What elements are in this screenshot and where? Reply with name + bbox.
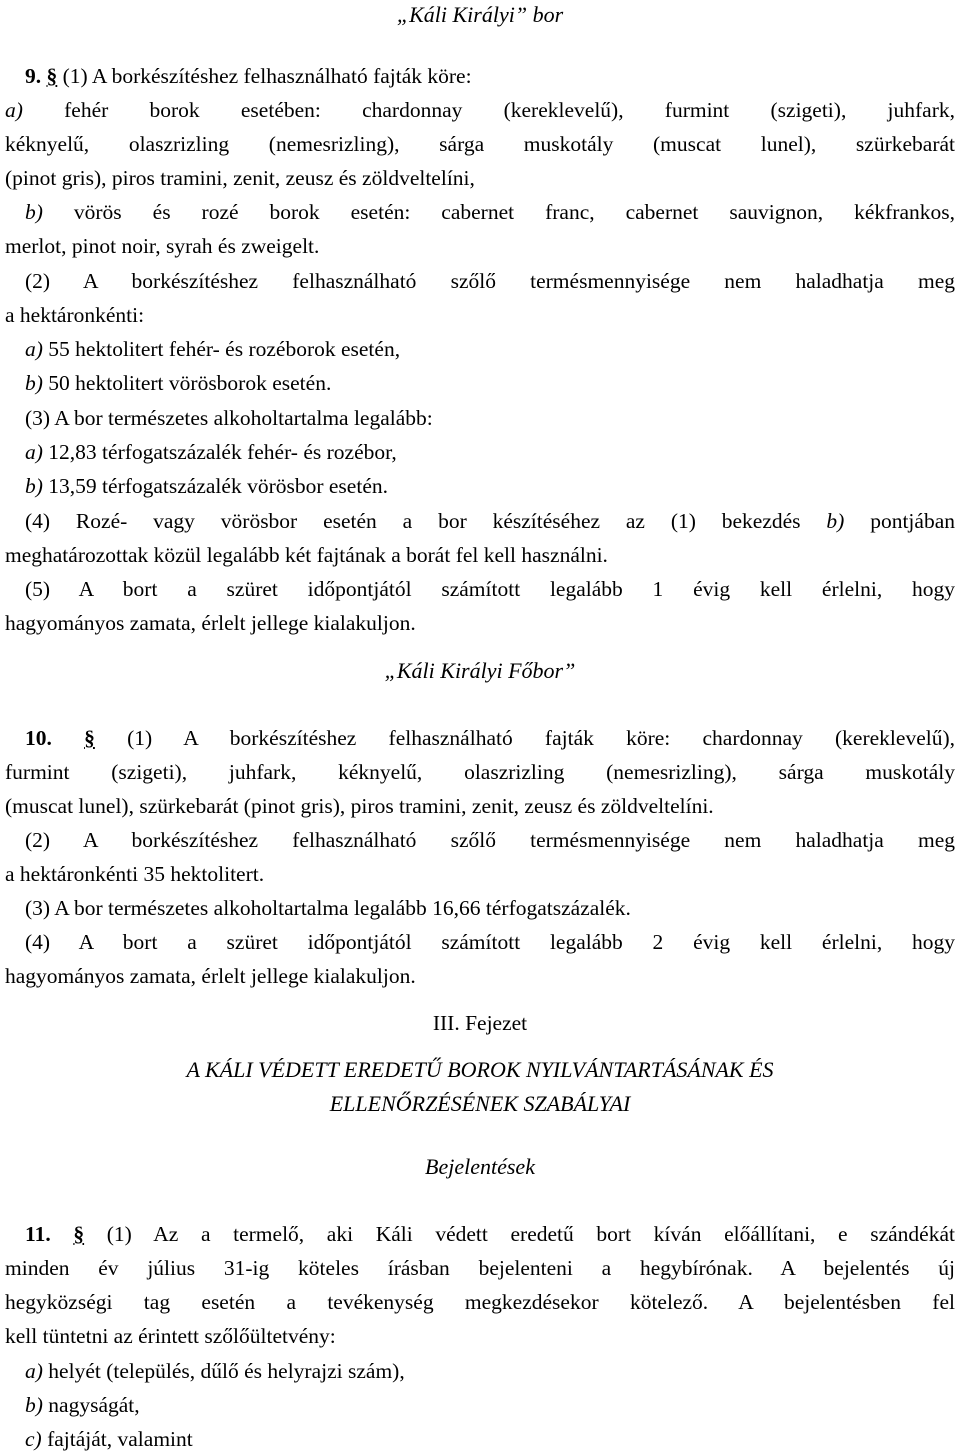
text-line bbox=[5, 1089, 955, 1119]
text-line bbox=[5, 129, 955, 159]
text-run: a hektáronkénti 35 hektolitert. bbox=[5, 862, 265, 886]
text-run: A KÁLI VÉDETT EREDETŰ BOROK NYILVÁNTARTÁSÁNAK ÉS bbox=[186, 1057, 774, 1082]
text-run: vörös és rozé borok esetén: cabernet franc, cabernet sauvignon, kékfrankos, bbox=[42, 200, 955, 224]
text-line bbox=[5, 197, 955, 227]
text-line bbox=[5, 893, 955, 923]
text-line bbox=[5, 1152, 955, 1182]
text-line bbox=[5, 723, 955, 753]
text-line bbox=[5, 0, 955, 30]
text-run: b) bbox=[25, 474, 43, 498]
text-run: (1) A borkészítéshez felhasználható fajták köre: chardonnay (kereklevelű), bbox=[94, 726, 955, 750]
text-line bbox=[5, 334, 955, 364]
text-line bbox=[5, 540, 955, 570]
text-run: (4) Rozé- vagy vörösbor esetén a bor készítéséhez az (1) bekezdés bbox=[25, 509, 827, 533]
text-line bbox=[5, 1055, 955, 1085]
text-run: (1) A borkészítéshez felhasználható fajták köre: bbox=[57, 64, 472, 88]
text-run: b) bbox=[826, 509, 845, 533]
text-run: hagyományos zamata, érlelt jellege kialakuljon. bbox=[5, 611, 416, 635]
text-run: minden év július 31-ig köteles írásban bejelenteni a hegybírónak. A bejelentés új bbox=[5, 1256, 955, 1280]
text-run: 12,83 térfogatszázalék fehér- és rozébor, bbox=[42, 440, 397, 464]
text-line bbox=[5, 961, 955, 991]
text-run: fajtáját, valamint bbox=[41, 1427, 193, 1451]
text-run: (2) A borkészítéshez felhasználható szőlő termésmennyisége nem haladhatja meg bbox=[25, 269, 955, 293]
text-run: „Káli Királyi Főbor” bbox=[384, 658, 576, 683]
text-run bbox=[51, 1222, 74, 1246]
text-line bbox=[5, 231, 955, 261]
text-line bbox=[5, 1424, 955, 1454]
text-run: hagyományos zamata, érlelt jellege kialakuljon. bbox=[5, 964, 416, 988]
text-line bbox=[5, 368, 955, 398]
text-run: a) bbox=[25, 440, 43, 464]
text-line bbox=[5, 266, 955, 296]
text-run: a) bbox=[25, 337, 43, 361]
text-run: (5) A bort a szüret időpontjától számított legalább 1 évig kell érlelni, hogy bbox=[25, 577, 955, 601]
text-line bbox=[5, 1253, 955, 1283]
text-run: § bbox=[73, 1222, 85, 1246]
text-run: 55 hektolitert fehér- és rozéborok esetén, bbox=[42, 337, 401, 361]
text-run: (pinot gris), piros tramini, zenit, zeusz és zöldveltelíni, bbox=[5, 166, 475, 190]
text-line bbox=[5, 757, 955, 787]
text-run: 9. bbox=[25, 64, 42, 88]
text-run: ELLENŐRZÉSÉNEK SZABÁLYAI bbox=[329, 1091, 631, 1116]
text-run: 13,59 térfogatszázalék vörösbor esetén. bbox=[42, 474, 388, 498]
text-line bbox=[5, 1008, 955, 1038]
text-run: merlot, pinot noir, syrah és zweigelt. bbox=[5, 234, 320, 258]
text-run: (muscat lunel), szürkebarát (pinot gris), piros tramini, zenit, zeusz és zöldveltelíni. bbox=[5, 794, 714, 818]
text-run: b) bbox=[25, 200, 43, 224]
text-line bbox=[5, 791, 955, 821]
text-run: fehér borok esetében: chardonnay (kereklevelű), furmint (szigeti), juhfark, bbox=[22, 98, 955, 122]
text-line bbox=[5, 403, 955, 433]
text-run: „Káli Királyi” bor bbox=[396, 2, 564, 27]
text-run: nagyságát, bbox=[42, 1393, 140, 1417]
text-run bbox=[52, 726, 84, 750]
text-run: kéknyelű, olaszrizling (nemesrizling), sárga muskotály (muscat lunel), szürkebarát bbox=[5, 132, 955, 156]
text-line bbox=[5, 437, 955, 467]
text-line bbox=[5, 608, 955, 638]
text-run: hegyközségi tag esetén a tevékenység megkezdésekor kötelező. A bejelentésben fel bbox=[5, 1290, 955, 1314]
text-run: a hektáronkénti: bbox=[5, 303, 145, 327]
text-run: (3) A bor természetes alkoholtartalma legalább 16,66 térfogatszázalék. bbox=[25, 896, 631, 920]
text-run: (4) A bort a szüret időpontjától számított legalább 2 évig kell érlelni, hogy bbox=[25, 930, 955, 954]
text-run: Bejelentések bbox=[425, 1154, 535, 1179]
text-line bbox=[5, 656, 955, 686]
text-run: 10. bbox=[25, 726, 52, 750]
text-line bbox=[5, 163, 955, 193]
text-run: (1) Az a termelő, aki Káli védett eredetű bort kíván előállítani, e szándékát bbox=[84, 1222, 955, 1246]
text-run: a) bbox=[5, 98, 23, 122]
text-line bbox=[5, 859, 955, 889]
text-run: c) bbox=[25, 1427, 42, 1451]
text-line bbox=[5, 95, 955, 125]
text-run: (2) A borkészítéshez felhasználható szőlő termésmennyisége nem haladhatja meg bbox=[25, 828, 955, 852]
text-line bbox=[5, 1356, 955, 1386]
text-line bbox=[5, 61, 955, 91]
text-run: a) bbox=[25, 1359, 43, 1383]
text-line bbox=[5, 927, 955, 957]
text-run: III. Fejezet bbox=[432, 1011, 528, 1035]
text-run: (3) A bor természetes alkoholtartalma legalább: bbox=[25, 406, 433, 430]
text-run: § bbox=[84, 726, 95, 750]
text-line bbox=[5, 471, 955, 501]
text-run: furmint (szigeti), juhfark, kéknyelű, olaszrizling (nemesrizling), sárga muskotály bbox=[5, 760, 955, 784]
text-line bbox=[5, 506, 955, 536]
text-line bbox=[5, 300, 955, 330]
text-run: § bbox=[46, 64, 58, 88]
text-run: pontjában bbox=[844, 509, 955, 533]
text-run: b) bbox=[25, 371, 43, 395]
text-run: 11. bbox=[25, 1222, 51, 1246]
text-run: helyét (település, dűlő és helyrajzi szám), bbox=[42, 1359, 405, 1383]
text-run: kell tüntetni az érintett szőlőültetvény: bbox=[5, 1324, 336, 1348]
text-line bbox=[5, 1390, 955, 1420]
text-line bbox=[5, 1287, 955, 1317]
text-line bbox=[5, 1219, 955, 1249]
text-run: b) bbox=[25, 1393, 43, 1417]
text-line bbox=[5, 825, 955, 855]
text-run: meghatározottak közül legalább két fajtának a borát fel kell használni. bbox=[5, 543, 608, 567]
text-line bbox=[5, 1321, 955, 1351]
text-line bbox=[5, 574, 955, 604]
text-run: 50 hektolitert vörösborok esetén. bbox=[42, 371, 332, 395]
